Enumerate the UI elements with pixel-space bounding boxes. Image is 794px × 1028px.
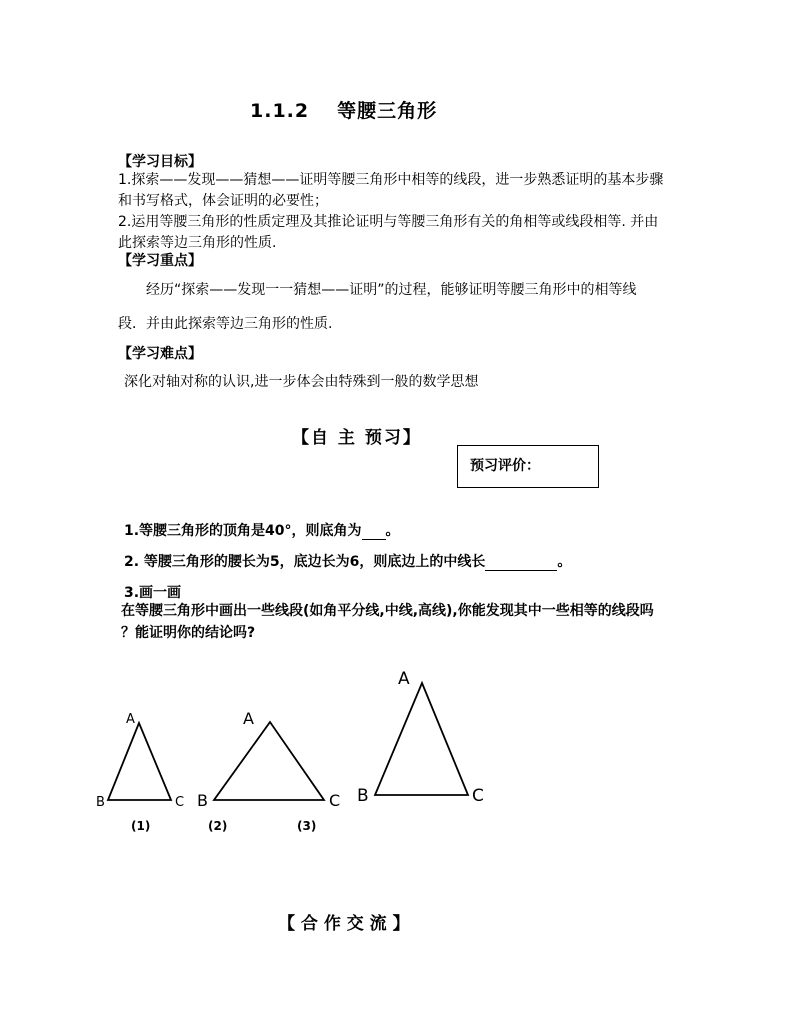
cooperation-heading: 【 合 作 交 流 】 bbox=[278, 914, 410, 934]
triangle-1-label-b: B bbox=[96, 795, 105, 810]
triangle-2-label-b: B bbox=[197, 791, 208, 810]
key-points-line-2: 段．并由此探索等边三角形的性质. bbox=[118, 316, 333, 332]
section-number: 1.1.2 bbox=[250, 100, 310, 122]
question-3-line-1: 在等腰三角形中画出一些线段(如角平分线,中线,高线),你能发现其中一些相等的线段吗 bbox=[121, 603, 654, 619]
objectives-line-1: 1.探索——发现——猜想——证明等腰三角形中相等的线段，进一步熟悉证明的基本步骤 bbox=[118, 172, 664, 188]
objectives-line-2: 和书写格式，体会证明的必要性； bbox=[118, 193, 328, 209]
objectives-line-3: 2.运用等腰三角形的性质定理及其推论证明与等腰三角形有关的角相等或线段相等. 并由 bbox=[118, 214, 659, 230]
preview-evaluation-label: 预习评价： bbox=[470, 458, 540, 474]
figure-caption-3: (3) bbox=[297, 819, 317, 833]
self-study-heading: 【自 主 预习】 bbox=[292, 428, 422, 448]
triangle-3-label-c: C bbox=[472, 786, 484, 806]
figure-caption-1: (1) bbox=[131, 819, 151, 833]
triangle-1-label-c: C bbox=[175, 795, 185, 810]
triangle-2-label-a: A bbox=[243, 709, 254, 728]
triangle-3 bbox=[375, 683, 468, 795]
triangle-2-label-c: C bbox=[329, 791, 341, 810]
triangle-2 bbox=[214, 722, 324, 800]
key-points-line-1: 经历“探索——发现一一猜想——证明”的过程，能够证明等腰三角形中的相等线 bbox=[146, 282, 637, 298]
difficulties-heading: 【学习难点】 bbox=[118, 346, 202, 362]
triangle-1-label-a: A bbox=[126, 712, 135, 727]
question-2-end: 。 bbox=[557, 554, 572, 570]
question-2-text: 2. 等腰三角形的腰长为5，底边长为6，则底边上的中线长 bbox=[124, 554, 486, 570]
triangle-1 bbox=[108, 723, 171, 800]
difficulties-line-1: 深化对轴对称的认识,进一步体会由特殊到一般的数学思想 bbox=[124, 374, 479, 390]
question-3-title: 3.画一画 bbox=[124, 585, 182, 601]
triangle-3-label-b: B bbox=[357, 786, 369, 806]
objectives-heading: 【学习目标】 bbox=[118, 154, 202, 170]
question-1-end: 。 bbox=[385, 523, 400, 539]
triangle-3-label-a: A bbox=[398, 669, 410, 689]
question-1-text: 1.等腰三角形的顶角是40°，则底角为 bbox=[124, 523, 362, 539]
figure-caption-2: (2) bbox=[208, 819, 228, 833]
key-points-heading: 【学习重点】 bbox=[118, 253, 202, 269]
title-text: 等腰三角形 bbox=[337, 100, 438, 122]
question-3-line-2: ？能证明你的结论吗? bbox=[121, 625, 256, 641]
objectives-line-4: 此探索等边三角形的性质. bbox=[118, 235, 277, 251]
